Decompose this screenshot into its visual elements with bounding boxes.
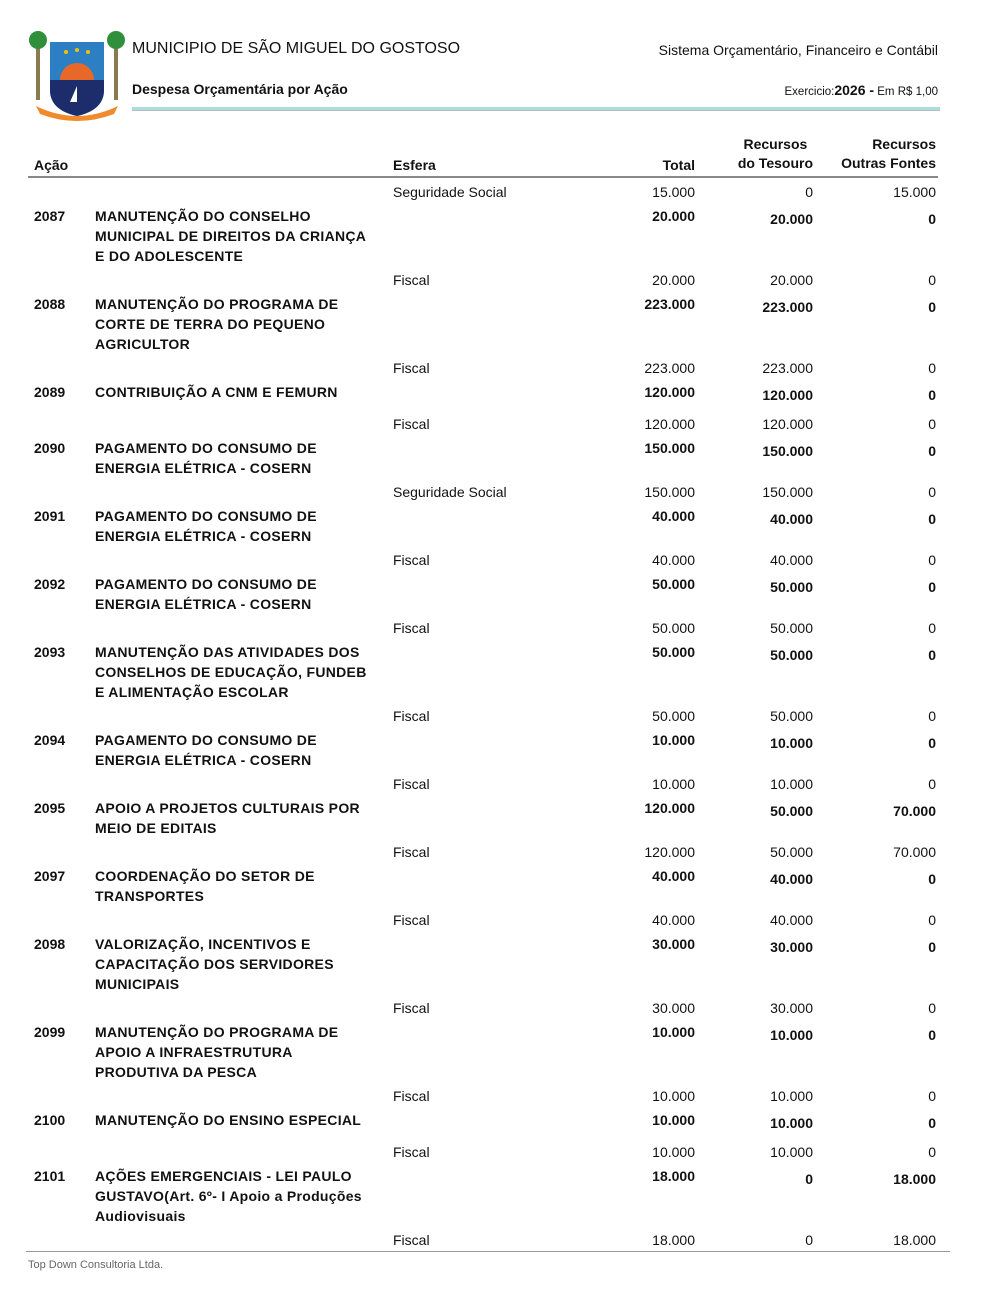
- tesouro-value: 0: [805, 1232, 813, 1248]
- outras-value: 18.000: [893, 1171, 936, 1187]
- tesouro-value: 30.000: [770, 939, 813, 955]
- outras-value: 18.000: [893, 1232, 936, 1248]
- esfera-row: [28, 550, 938, 574]
- total-value: 30.000: [652, 1000, 695, 1016]
- outras-value: 0: [928, 1027, 936, 1043]
- total-value: 50.000: [652, 644, 695, 660]
- action-row: [28, 382, 938, 414]
- action-code: 2101: [34, 1168, 66, 1184]
- total-value: 150.000: [644, 440, 695, 456]
- action-name: PAGAMENTO DO CONSUMO DE ENERGIA ELÉTRICA - COSERN: [95, 576, 317, 612]
- outras-value: 0: [928, 211, 936, 227]
- outras-value: 0: [928, 272, 936, 288]
- outras-value: 70.000: [893, 803, 936, 819]
- esfera-row: [28, 1086, 938, 1110]
- total-value: 10.000: [652, 1024, 695, 1040]
- esfera-row: [28, 182, 938, 206]
- total-value: 120.000: [644, 844, 695, 860]
- tesouro-value: 10.000: [770, 1088, 813, 1104]
- action-code: 2097: [34, 868, 66, 884]
- esfera-row: [28, 482, 938, 506]
- total-value: 40.000: [652, 912, 695, 928]
- outras-value: 0: [928, 443, 936, 459]
- esfera: Fiscal: [393, 552, 430, 568]
- action-code: 2089: [34, 384, 66, 400]
- total-value: 18.000: [652, 1168, 695, 1184]
- action-code: 2087: [34, 208, 66, 224]
- esfera-row: [28, 618, 938, 642]
- tesouro-value: 40.000: [770, 511, 813, 527]
- outras-value: 0: [928, 1144, 936, 1160]
- total-value: 223.000: [644, 360, 695, 376]
- outras-value: 0: [928, 1115, 936, 1131]
- esfera: Fiscal: [393, 416, 430, 432]
- outras-value: 0: [928, 360, 936, 376]
- tesouro-value: 50.000: [770, 647, 813, 663]
- total-value: 18.000: [652, 1232, 695, 1248]
- action-name: VALORIZAÇÃO, INCENTIVOS E CAPACITAÇÃO DOS SERVIDORES MUNICIPAIS: [95, 936, 334, 992]
- tesouro-value: 30.000: [770, 1000, 813, 1016]
- action-row: [28, 206, 938, 270]
- action-code: 2098: [34, 936, 66, 952]
- esfera: Fiscal: [393, 360, 430, 376]
- total-value: 10.000: [652, 776, 695, 792]
- esfera: Seguridade Social: [393, 484, 507, 500]
- esfera-row: [28, 358, 938, 382]
- tesouro-value: 10.000: [770, 735, 813, 751]
- tesouro-value: 50.000: [770, 844, 813, 860]
- outras-value: 0: [928, 871, 936, 887]
- esfera: Fiscal: [393, 1144, 430, 1160]
- total-value: 40.000: [652, 508, 695, 524]
- col-tesouro-line2: do Tesouro: [737, 155, 813, 171]
- action-name: PAGAMENTO DO CONSUMO DE ENERGIA ELÉTRICA - COSERN: [95, 732, 317, 768]
- esfera-row: [28, 774, 938, 798]
- esfera: Fiscal: [393, 844, 430, 860]
- outras-value: 0: [928, 735, 936, 751]
- tesouro-value: 10.000: [770, 1027, 813, 1043]
- report-title: Despesa Orçamentária por Ação: [132, 81, 348, 97]
- esfera-row: [28, 842, 938, 866]
- outras-value: 0: [928, 620, 936, 636]
- outras-value: 0: [928, 484, 936, 500]
- total-value: 10.000: [652, 1144, 695, 1160]
- action-row: [28, 642, 938, 706]
- outras-value: 0: [928, 511, 936, 527]
- action-name: MANUTENÇÃO DO ENSINO ESPECIAL: [95, 1112, 362, 1128]
- action-row: [28, 294, 938, 358]
- outras-value: 0: [928, 647, 936, 663]
- action-row: [28, 866, 938, 910]
- action-name: MANUTENÇÃO DO PROGRAMA DE CORTE DE TERRA DO PEQUENO AGRICULTOR: [95, 296, 339, 352]
- outras-value: 15.000: [893, 184, 936, 200]
- header-divider: [132, 107, 940, 111]
- action-code: 2100: [34, 1112, 66, 1128]
- outras-value: 0: [928, 579, 936, 595]
- outras-value: 0: [928, 1088, 936, 1104]
- total-value: 40.000: [652, 552, 695, 568]
- col-outras: [841, 135, 936, 173]
- action-code: 2091: [34, 508, 66, 524]
- col-tesouro-line1: Recursos: [743, 136, 808, 152]
- action-name: MANUTENÇÃO DO CONSELHO MUNICIPAL DE DIREITOS DA CRIANÇA E DO ADOLESCENTE: [95, 208, 366, 264]
- total-value: 120.000: [644, 800, 695, 816]
- esfera-row: [28, 270, 938, 294]
- esfera-row: [28, 998, 938, 1022]
- action-row: [28, 438, 938, 482]
- outras-value: 0: [928, 299, 936, 315]
- tesouro-value: 40.000: [770, 912, 813, 928]
- total-value: 223.000: [644, 296, 695, 312]
- action-row: [28, 934, 938, 998]
- total-value: 50.000: [652, 708, 695, 724]
- tesouro-value: 10.000: [770, 776, 813, 792]
- outras-value: 70.000: [893, 844, 936, 860]
- esfera-row: [28, 414, 938, 438]
- total-value: 50.000: [652, 576, 695, 592]
- col-tesouro: [738, 135, 813, 173]
- tesouro-value: 10.000: [770, 1144, 813, 1160]
- total-value: 150.000: [644, 484, 695, 500]
- action-code: 2095: [34, 800, 66, 816]
- outras-value: 0: [928, 912, 936, 928]
- municipal-coat-of-arms-logo: [28, 30, 126, 122]
- total-value: 20.000: [652, 272, 695, 288]
- tesouro-value: 150.000: [762, 443, 813, 459]
- currency-label: Em R$ 1,00: [877, 86, 938, 98]
- esfera: Seguridade Social: [393, 184, 507, 200]
- col-outras-line1: Recursos: [872, 136, 936, 152]
- action-code: 2093: [34, 644, 66, 660]
- action-name: APOIO A PROJETOS CULTURAIS POR MEIO DE EDITAIS: [95, 800, 360, 836]
- tesouro-value: 50.000: [770, 803, 813, 819]
- tesouro-value: 20.000: [770, 211, 813, 227]
- esfera: Fiscal: [393, 708, 430, 724]
- tesouro-value: 50.000: [770, 708, 813, 724]
- footer: [26, 1251, 950, 1271]
- outras-value: 0: [928, 552, 936, 568]
- action-row: [28, 1110, 938, 1142]
- col-outras-line2: Outras Fontes: [841, 155, 936, 171]
- total-value: 40.000: [652, 868, 695, 884]
- action-row: [28, 798, 938, 842]
- action-code: 2090: [34, 440, 66, 456]
- action-row: [28, 1022, 938, 1086]
- tesouro-value: 10.000: [770, 1115, 813, 1131]
- action-row: [28, 1166, 938, 1230]
- outras-value: 0: [928, 776, 936, 792]
- exercise-info: [785, 82, 939, 98]
- outras-value: 0: [928, 708, 936, 724]
- total-value: 10.000: [652, 1112, 695, 1128]
- action-name: CONTRIBUIÇÃO A CNM E FEMURN: [95, 384, 338, 400]
- tesouro-value: 223.000: [762, 360, 813, 376]
- action-row: [28, 730, 938, 774]
- esfera: Fiscal: [393, 620, 430, 636]
- table-body: [28, 182, 938, 1254]
- action-name: PAGAMENTO DO CONSUMO DE ENERGIA ELÉTRICA - COSERN: [95, 440, 317, 476]
- col-esfera: Esfera: [393, 157, 436, 173]
- action-code: 2099: [34, 1024, 66, 1040]
- action-name: AÇÕES EMERGENCIAIS - LEI PAULO GUSTAVO(Art. 6º- I Apoio a Produções Audiovisuais: [95, 1168, 362, 1224]
- tesouro-value: 40.000: [770, 552, 813, 568]
- action-code: 2094: [34, 732, 66, 748]
- outras-value: 0: [928, 939, 936, 955]
- action-row: [28, 574, 938, 618]
- tesouro-value: 120.000: [762, 416, 813, 432]
- footer-company: Top Down Consultoria Ltda.: [28, 1259, 164, 1271]
- action-name: MANUTENÇÃO DAS ATIVIDADES DOS CONSELHOS DE EDUCAÇÃO, FUNDEB E ALIMENTAÇÃO ESCOLAR: [95, 644, 367, 700]
- action-code: 2088: [34, 296, 66, 312]
- esfera: Fiscal: [393, 776, 430, 792]
- action-code: 2092: [34, 576, 66, 592]
- exercise-label: Exercicio:: [784, 86, 835, 98]
- tesouro-value: 223.000: [762, 299, 813, 315]
- system-name: Sistema Orçamentário, Financeiro e Contábil: [658, 42, 938, 58]
- total-value: 50.000: [652, 620, 695, 636]
- action-name: COORDENAÇÃO DO SETOR DE TRANSPORTES: [95, 868, 315, 904]
- esfera: Fiscal: [393, 1088, 430, 1104]
- total-value: 120.000: [644, 384, 695, 400]
- action-name: PAGAMENTO DO CONSUMO DE ENERGIA ELÉTRICA - COSERN: [95, 508, 317, 544]
- tesouro-value: 0: [805, 184, 813, 200]
- esfera-row: [28, 706, 938, 730]
- outras-value: 0: [928, 387, 936, 403]
- col-total: Total: [662, 157, 695, 173]
- tesouro-value: 150.000: [762, 484, 813, 500]
- esfera-row: [28, 910, 938, 934]
- outras-value: 0: [928, 416, 936, 432]
- esfera: Fiscal: [393, 1000, 430, 1016]
- total-value: 15.000: [652, 184, 695, 200]
- tesouro-value: 50.000: [770, 620, 813, 636]
- action-name: MANUTENÇÃO DO PROGRAMA DE APOIO A INFRAESTRUTURA PRODUTIVA DA PESCA: [95, 1024, 339, 1080]
- total-value: 30.000: [652, 936, 695, 952]
- outras-value: 0: [928, 1000, 936, 1016]
- tesouro-value: 120.000: [762, 387, 813, 403]
- tesouro-value: 40.000: [770, 871, 813, 887]
- esfera: Fiscal: [393, 912, 430, 928]
- exercise-year: 2026 -: [834, 82, 875, 98]
- esfera-row: [28, 1142, 938, 1166]
- esfera: Fiscal: [393, 1232, 430, 1248]
- total-value: 10.000: [652, 1088, 695, 1104]
- total-value: 10.000: [652, 732, 695, 748]
- esfera: Fiscal: [393, 272, 430, 288]
- tesouro-value: 50.000: [770, 579, 813, 595]
- municipality-name: MUNICIPIO DE SÃO MIGUEL DO GOSTOSO: [132, 40, 461, 57]
- total-value: 20.000: [652, 208, 695, 224]
- total-value: 120.000: [644, 416, 695, 432]
- col-acao: Ação: [34, 157, 69, 173]
- tesouro-value: 0: [805, 1171, 813, 1187]
- tesouro-value: 20.000: [770, 272, 813, 288]
- action-row: [28, 506, 938, 550]
- table-header: [28, 138, 938, 178]
